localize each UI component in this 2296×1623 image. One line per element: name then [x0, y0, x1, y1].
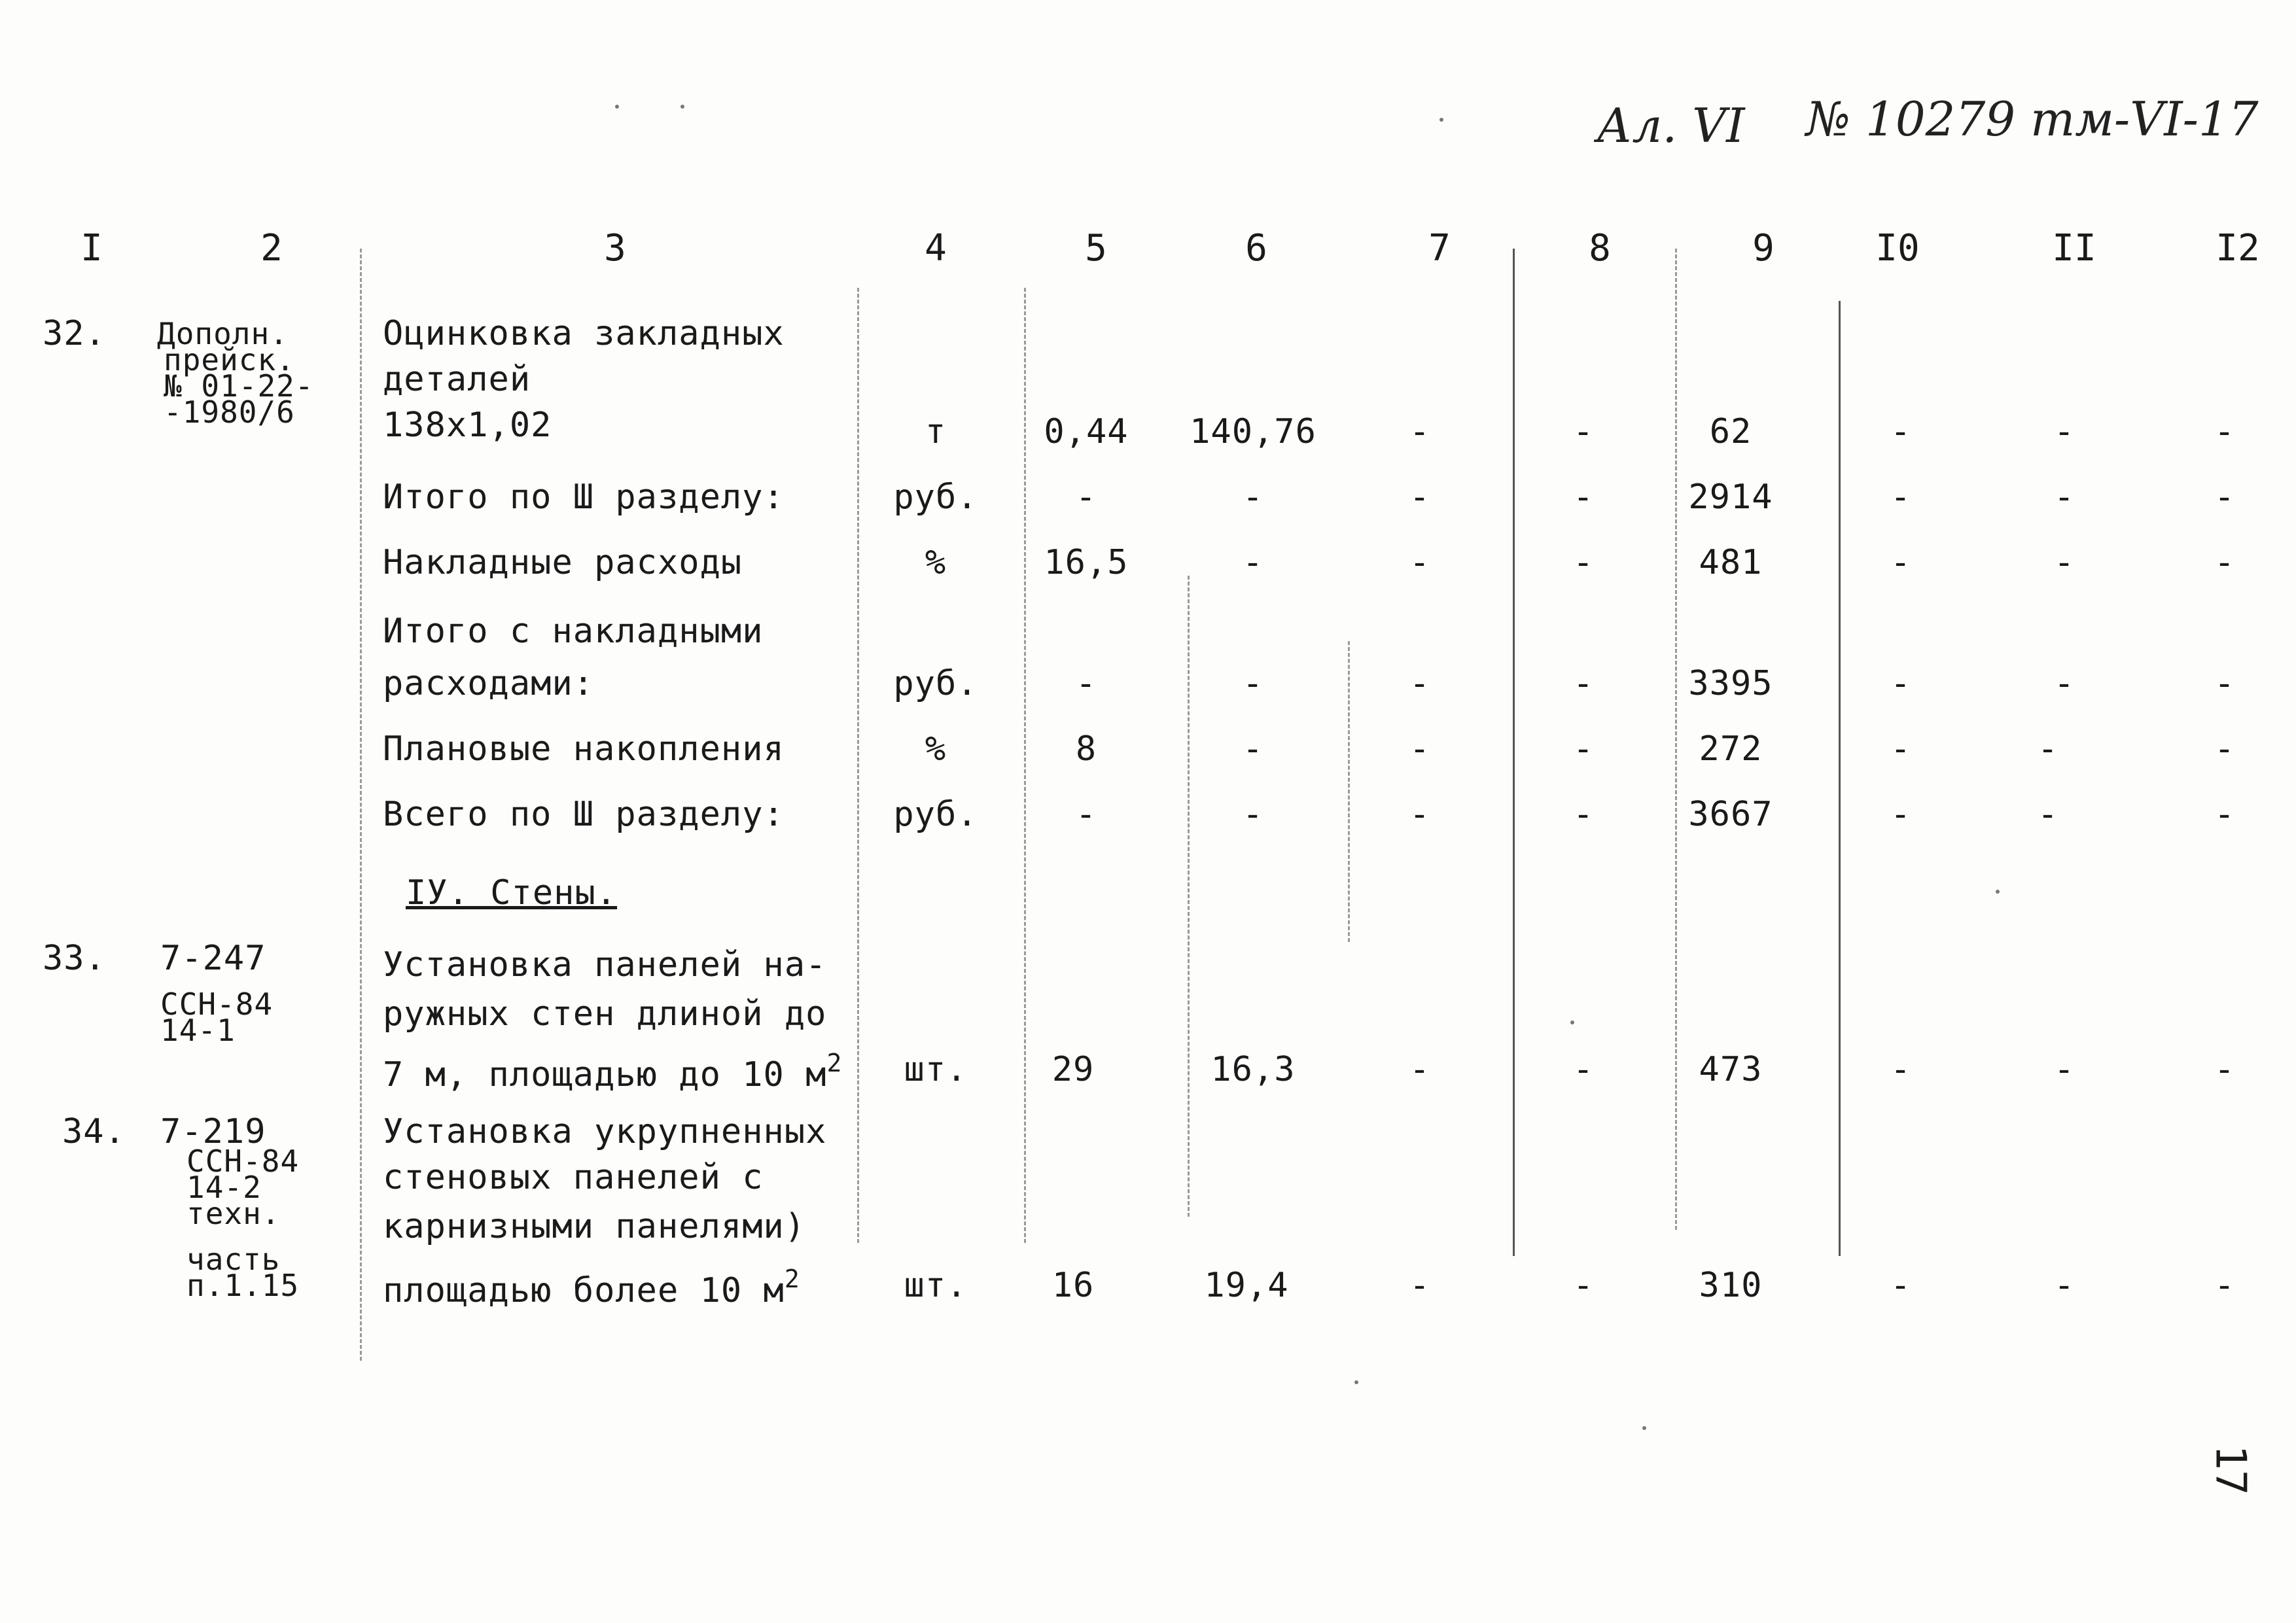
section-heading: IУ. Стены. [406, 873, 618, 913]
cell-5: - [1075, 478, 1097, 517]
scan-speck [1570, 1021, 1574, 1024]
work-name: деталей [383, 360, 531, 399]
column-header-4: 4 [925, 227, 947, 270]
cell-10: - [1890, 478, 1912, 517]
cell-5: 29 [1051, 1050, 1095, 1089]
cell-10: - [1890, 795, 1912, 834]
cell-8: - [1572, 1050, 1595, 1089]
work-name: 7 м, площадью до 10 $м^2$ [383, 1049, 843, 1094]
cell-7: - [1409, 1050, 1431, 1089]
cell-9: 272 [1699, 729, 1763, 769]
cell-8: - [1572, 543, 1595, 582]
cell-10: - [1890, 729, 1912, 769]
price-code: 7-219 [160, 1112, 266, 1151]
column-header-11: II [2052, 227, 2096, 270]
cell-12: - [2214, 412, 2236, 451]
cell-11: - [2053, 1266, 2075, 1305]
row-label: Накладные расходы [383, 543, 743, 582]
cell-10: - [1890, 543, 1912, 582]
scan-speck [1642, 1426, 1646, 1430]
column-divider [857, 288, 859, 1243]
column-header-7: 7 [1428, 227, 1451, 270]
work-name: Оцинковка закладных [383, 314, 785, 353]
row-number: 34. [62, 1112, 126, 1151]
cell-12: - [2214, 795, 2236, 834]
column-header-6: 6 [1245, 227, 1267, 270]
cell-11: - [2053, 478, 2075, 517]
price-code: часть [186, 1242, 281, 1277]
price-code: -1980/6 [164, 394, 295, 430]
work-name: Установка укрупненных [383, 1112, 827, 1151]
cell-9: 310 [1699, 1266, 1763, 1305]
column-divider [1348, 641, 1350, 942]
price-code: прейск. [164, 342, 295, 377]
cell-7: - [1409, 729, 1431, 769]
cell-6: - [1242, 729, 1264, 769]
price-code: № 01-22- [164, 368, 314, 404]
price-code: техн. [186, 1196, 281, 1231]
row-label: Плановые накопления [383, 729, 785, 769]
price-code: ССН-84 [160, 986, 274, 1022]
row-label: Итого с накладными [383, 612, 764, 651]
cell-6: - [1242, 478, 1264, 517]
column-header-10: I0 [1875, 227, 1920, 270]
cell-9: 481 [1699, 543, 1763, 582]
unit-cell: шт. [904, 1266, 968, 1305]
cell-9: 2914 [1688, 478, 1773, 517]
cell-9: 3667 [1688, 795, 1773, 834]
price-code: ССН-84 [186, 1143, 300, 1179]
price-code: п.1.15 [186, 1268, 300, 1303]
cell-6: - [1242, 543, 1264, 582]
cell-12: - [2214, 1266, 2236, 1305]
cell-8: - [1572, 1266, 1595, 1305]
cell-5: - [1075, 795, 1097, 834]
cell-11: - [2053, 543, 2075, 582]
unit-cell: руб. [893, 664, 978, 703]
cell-11: - [2037, 795, 2059, 834]
cell-12: - [2214, 664, 2236, 703]
cell-11: - [2053, 412, 2075, 451]
scan-speck [1354, 1380, 1358, 1384]
work-name: ружных стен длиной до [383, 994, 827, 1034]
row-number: 33. [43, 939, 106, 978]
cell-10: - [1890, 1050, 1912, 1089]
column-header-3: 3 [604, 227, 626, 270]
column-header-8: 8 [1589, 227, 1611, 270]
column-header-5: 5 [1085, 227, 1107, 270]
price-code: 7-247 [160, 939, 266, 978]
cell-11: - [2053, 1050, 2075, 1089]
cell-5: 0,44 [1044, 412, 1129, 451]
cell-7: - [1409, 1266, 1431, 1305]
cell-8: - [1572, 478, 1595, 517]
cell-11: - [2037, 729, 2059, 769]
cell-8: - [1572, 795, 1595, 834]
column-header-1: I [80, 227, 103, 270]
work-name: стеновых панелей с [383, 1158, 764, 1197]
column-header-2: 2 [260, 227, 283, 270]
cell-12: - [2214, 1050, 2236, 1089]
cell-8: - [1572, 729, 1595, 769]
cell-7: - [1409, 412, 1431, 451]
cell-5: 8 [1075, 729, 1097, 769]
cell-9: 473 [1699, 1050, 1763, 1089]
cell-5: - [1075, 664, 1097, 703]
cell-6: 140,76 [1190, 412, 1316, 451]
cell-7: - [1409, 795, 1431, 834]
cell-10: - [1890, 412, 1912, 451]
price-code: 14-2 [186, 1170, 262, 1205]
album-note: Ал. VI [1597, 98, 1745, 153]
unit-cell: руб. [893, 795, 978, 834]
cell-6: - [1242, 664, 1264, 703]
column-header-12: I2 [2216, 227, 2260, 270]
unit-cell: % [925, 729, 947, 769]
price-code: 14-1 [160, 1013, 236, 1048]
cell-12: - [2214, 729, 2236, 769]
cell-10: - [1890, 664, 1912, 703]
scan-speck [1439, 118, 1443, 122]
scan-speck [615, 105, 619, 109]
cell-6: 19,4 [1204, 1266, 1289, 1305]
unit-cell: т [925, 412, 947, 451]
scan-speck [1996, 890, 2000, 894]
unit-cell: шт. [904, 1050, 968, 1089]
cell-8: - [1572, 664, 1595, 703]
cell-6: 16,3 [1210, 1050, 1296, 1089]
cell-10: - [1890, 1266, 1912, 1305]
unit-cell: % [925, 543, 947, 582]
page-number: 17 [2206, 1444, 2255, 1495]
work-name: 138х1,02 [383, 406, 552, 445]
cell-8: - [1572, 412, 1595, 451]
work-name: Установка панелей на- [383, 945, 827, 985]
scan-speck [680, 105, 684, 109]
cell-7: - [1409, 543, 1431, 582]
column-divider [1513, 249, 1515, 1256]
cell-12: - [2214, 478, 2236, 517]
row-label: расходами: [383, 664, 595, 703]
cell-9: 3395 [1688, 664, 1773, 703]
column-divider [360, 249, 362, 1361]
column-header-9: 9 [1752, 227, 1775, 270]
cell-5: 16,5 [1044, 543, 1129, 582]
cell-9: 62 [1709, 412, 1752, 451]
cell-12: - [2214, 543, 2236, 582]
row-label: Всего по Ш разделу: [383, 795, 785, 834]
cell-5: 16 [1051, 1266, 1095, 1305]
row-label: Итого по Ш разделу: [383, 478, 785, 517]
cell-6: - [1242, 795, 1264, 834]
cell-7: - [1409, 478, 1431, 517]
work-name: площадью более 10 $м^2$ [383, 1265, 800, 1310]
cell-7: - [1409, 664, 1431, 703]
cell-11: - [2053, 664, 2075, 703]
row-number: 32. [43, 314, 106, 353]
unit-cell: руб. [893, 478, 978, 517]
work-name: карнизными панелями) [383, 1207, 806, 1246]
price-code: Дополн. [157, 316, 289, 351]
document-number-note: № 10279 тм-VI-17 [1806, 92, 2259, 147]
